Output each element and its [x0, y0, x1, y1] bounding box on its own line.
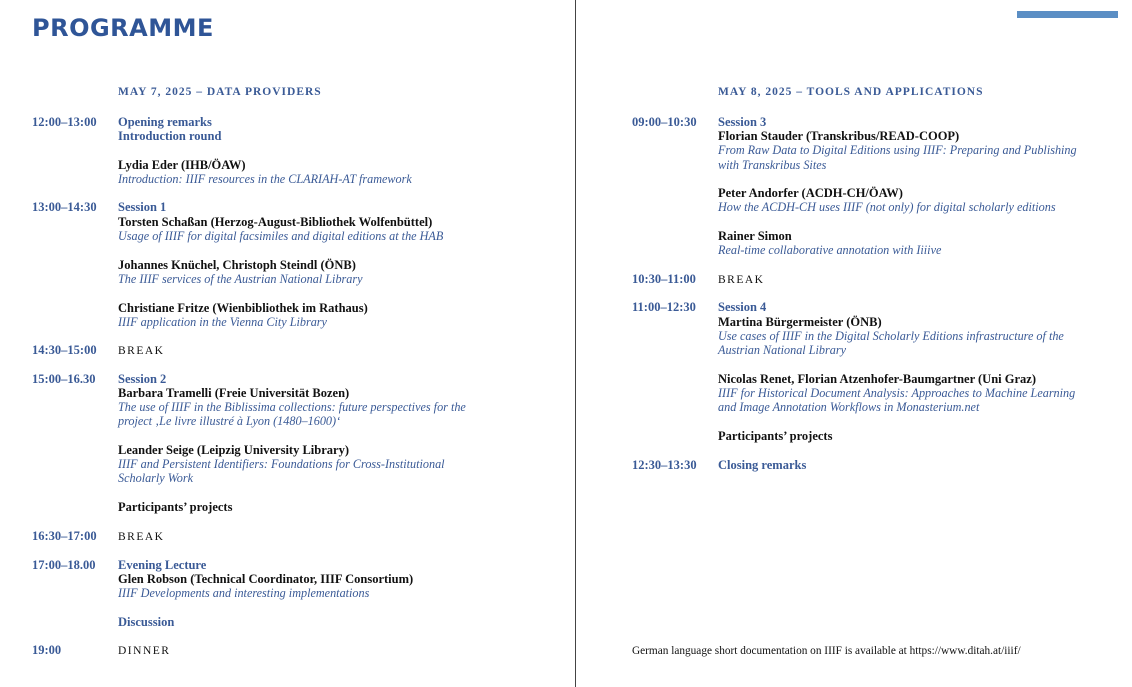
session-title: Session 3 [718, 115, 767, 129]
time-slot: 19:00 [32, 643, 62, 657]
day1-heading: MAY 7, 2025 – DATA PROVIDERS [118, 86, 322, 98]
time-slot: 17:00–18.00 [32, 558, 96, 572]
session-title: Closing remarks [718, 458, 807, 472]
talk-title: Use cases of IIIF in the Digital Scholarly Editions infrastructure of the [718, 329, 1064, 343]
participants-projects: Participants’ projects [718, 429, 833, 443]
accent-bar [1017, 11, 1118, 18]
session-title: Session 2 [118, 372, 167, 386]
time-slot: 09:00–10:30 [632, 115, 697, 129]
speaker: Leander Seige (Leipzig University Library) [118, 443, 349, 457]
talk-title: IIIF application in the Vienna City Library [118, 315, 327, 329]
time-slot: 12:30–13:30 [632, 458, 697, 472]
break-label: BREAK [118, 531, 165, 543]
break-label: BREAK [118, 345, 165, 357]
talk-title: The use of IIIF in the Biblissima collections: future perspectives for the [118, 400, 466, 414]
speaker: Lydia Eder (IHB/ÖAW) [118, 158, 246, 172]
day2-heading: MAY 8, 2025 – TOOLS AND APPLICATIONS [718, 86, 984, 98]
speaker: Christiane Fritze (Wienbibliothek im Rathaus) [118, 301, 368, 315]
talk-title: Scholarly Work [118, 471, 194, 485]
talk-title: Usage of IIIF for digital facsimiles and digital editions at the HAB [118, 229, 444, 243]
speaker: Glen Robson (Technical Coordinator, IIIF Consortium) [118, 572, 414, 586]
session-subtitle: Introduction round [118, 129, 222, 143]
talk-title: IIIF and Persistent Identifiers: Foundations for Cross-Institutional [118, 457, 445, 471]
time-slot: 13:00–14:30 [32, 200, 97, 214]
talk-title: Introduction: IIIF resources in the CLARIAH-AT framework [118, 172, 412, 186]
talk-title: IIIF for Historical Document Analysis: Approaches to Machine Learning [718, 386, 1076, 400]
footer-note: German language short documentation on IIIF is available at https://www.ditah.at/iiif/ [632, 645, 1021, 657]
time-slot: 14:30–15:00 [32, 343, 97, 357]
talk-title: Austrian National Library [718, 343, 846, 357]
discussion: Discussion [118, 615, 175, 629]
speaker: Johannes Knüchel, Christoph Steindl (ÖNB) [118, 258, 356, 272]
talk-title: The IIIF services of the Austrian National Library [118, 272, 363, 286]
column-divider [575, 0, 576, 687]
participants-projects: Participants’ projects [118, 500, 233, 514]
session-title: Opening remarks [118, 115, 212, 129]
talk-title: project ‚Le livre illustré à Lyon (1480–1600)‘ [118, 414, 341, 428]
session-title: Session 1 [118, 200, 167, 214]
speaker: Martina Bürgermeister (ÖNB) [718, 315, 882, 329]
talk-title: How the ACDH-CH uses IIIF (not only) for digital scholarly editions [718, 200, 1056, 214]
break-label: BREAK [718, 274, 765, 286]
session-title: Session 4 [718, 300, 767, 314]
speaker: Nicolas Renet, Florian Atzenhofer-Baumgartner (Uni Graz) [718, 372, 1036, 386]
speaker: Torsten Schaßan (Herzog-August-Bibliothek Wolfenbüttel) [118, 215, 433, 229]
time-slot: 15:00–16.30 [32, 372, 96, 386]
speaker: Florian Stauder (Transkribus/READ-COOP) [718, 129, 960, 143]
session-title: Evening Lecture [118, 558, 207, 572]
talk-title: Real-time collaborative annotation with Iiiive [718, 243, 942, 257]
talk-title: IIIF Developments and interesting implementations [118, 586, 370, 600]
speaker: Peter Andorfer (ACDH-CH/ÖAW) [718, 186, 903, 200]
page-title: PROGRAMME [32, 14, 214, 42]
talk-title: with Transkribus Sites [718, 158, 827, 172]
talk-title: and Image Annotation Workflows in Monasterium.net [718, 400, 980, 414]
talk-title: From Raw Data to Digital Editions using IIIF: Preparing and Publishing [718, 143, 1077, 157]
time-slot: 16:30–17:00 [32, 529, 97, 543]
speaker: Barbara Tramelli (Freie Universität Bozen) [118, 386, 350, 400]
dinner-label: DINNER [118, 645, 171, 657]
time-slot: 11:00–12:30 [632, 300, 696, 314]
speaker: Rainer Simon [718, 229, 792, 243]
time-slot: 10:30–11:00 [632, 272, 696, 286]
time-slot: 12:00–13:00 [32, 115, 97, 129]
